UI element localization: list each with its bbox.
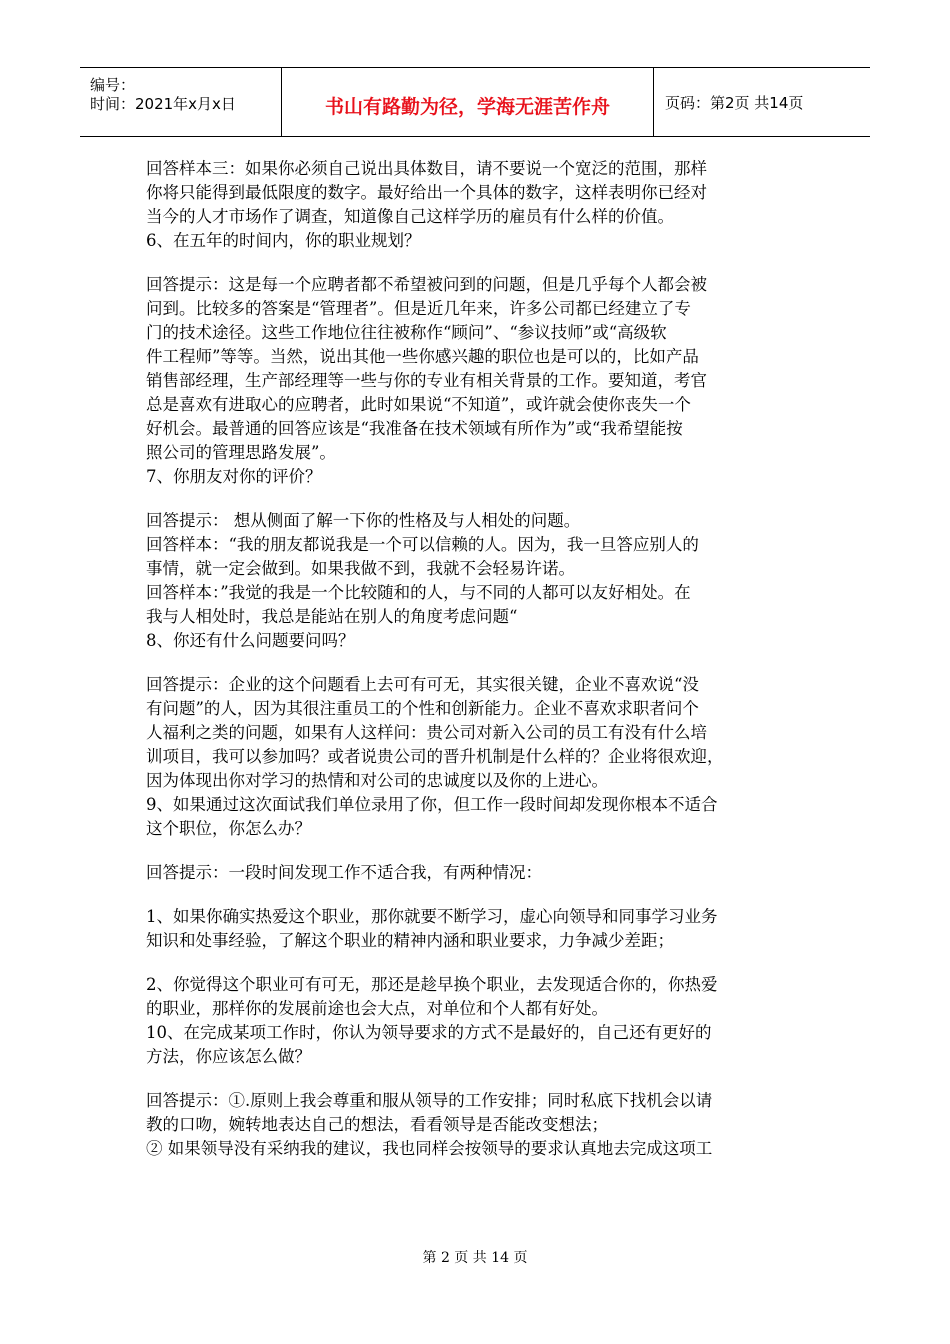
text-line: 回答提示： 想从侧面了解一下你的性格及与人相处的问题。 xyxy=(146,511,581,530)
text-line: 的职业，那样你的发展前途也会大点，对单位和个人都有好处。 xyxy=(146,999,608,1018)
text-line: 教的口吻，婉转地表达自己的想法，看看领导是否能改变想法； xyxy=(146,1115,608,1134)
header-meta-cell xyxy=(80,68,282,136)
header-page-info: 页码：第2页 共14页 xyxy=(665,93,804,112)
text-line: 销售部经理，生产部经理等一些与你的专业有相关背景的工作。要知道，考官 xyxy=(146,371,707,390)
text-line: ② 如果领导没有采纳我的建议，我也同样会按领导的要求认真地去完成这项工 xyxy=(146,1139,713,1158)
page-header xyxy=(80,67,870,137)
text-line: 2、你觉得这个职业可有可无，那还是趁早换个职业，去发现适合你的，你热爱 xyxy=(146,975,718,994)
text-line: 照公司的管理思路发展”。 xyxy=(146,443,336,462)
paragraph-gap xyxy=(146,253,806,273)
text-line: 门的技术途径。这些工作地位往往被称作“顾问”、“参议技师”或“高级软 xyxy=(146,323,667,342)
text-line: 有问题”的人，因为其很注重员工的个性和创新能力。企业不喜欢求职者问个 xyxy=(146,699,699,718)
text-line: 10、在完成某项工作时，你认为领导要求的方式不是最好的，自己还有更好的 xyxy=(146,1023,712,1042)
document-time-label: 时间：2021年x月x日 xyxy=(90,95,236,113)
text-line: 知识和处事经验，了解这个职业的精神内涵和职业要求，力争减少差距； xyxy=(146,931,674,950)
text-line: 1、如果你确实热爱这个职业，那你就要不断学习，虚心向领导和同事学习业务 xyxy=(146,907,718,926)
text-line: 事情，就一定会做到。如果我做不到，我就不会轻易许诺。 xyxy=(146,559,575,578)
text-line: 总是喜欢有进取心的应聘者，此时如果说“不知道”，或许就会使你丧失一个 xyxy=(146,395,691,414)
text-line: 回答提示：一段时间发现工作不适合我，有两种情况： xyxy=(146,863,542,882)
document-body xyxy=(146,157,806,1161)
text-line: 回答样本三：如果你必须自己说出具体数目，请不要说一个宽泛的范围，那样 xyxy=(146,159,707,178)
text-line: 9、如果通过这次面试我们单位录用了你，但工作一段时间却发现你根本不适合 xyxy=(146,795,718,814)
page-footer: 第 2 页 共 14 页 xyxy=(422,1250,528,1266)
text-line: 因为体现出你对学习的热情和对公司的忠诚度以及你的上进心。 xyxy=(146,771,608,790)
text-line: 你将只能得到最低限度的数字。最好给出一个具体的数字，这样表明你已经对 xyxy=(146,183,707,202)
paragraph-gap xyxy=(146,841,806,861)
paragraph-gap xyxy=(146,953,806,973)
text-line: 好机会。最普通的回答应该是“我准备在技术领域有所作为”或“我希望能按 xyxy=(146,419,683,438)
text-line: 训项目，我可以参加吗？或者说贵公司的晋升机制是什么样的？企业将很欢迎， xyxy=(146,747,724,766)
text-line: 我与人相处时，我总是能站在别人的角度考虑问题“ xyxy=(146,607,518,626)
text-line: 这个职位，你怎么办？ xyxy=(146,819,311,838)
paragraph-gap xyxy=(146,653,806,673)
text-line: 当今的人才市场作了调查，知道像自己这样学历的雇员有什么样的价值。 xyxy=(146,207,674,226)
text-line: 件工程师”等等。当然，说出其他一些你感兴趣的职位也是可以的，比如产品 xyxy=(146,347,699,366)
text-line: 7、你朋友对你的评价？ xyxy=(146,467,322,486)
text-line: 方法，你应该怎么做？ xyxy=(146,1047,311,1066)
text-line: 人福利之类的问题，如果有人这样问：贵公司对新入公司的员工有没有什么培 xyxy=(146,723,707,742)
paragraph-gap xyxy=(146,489,806,509)
text-line: 回答样本：”我觉的我是一个比较随和的人，与不同的人都可以友好相处。在 xyxy=(146,583,691,602)
text-line: 回答样本：“我的朋友都说我是一个可以信赖的人。因为，我一旦答应别人的 xyxy=(146,535,699,554)
text-line: 回答提示：①.原则上我会尊重和服从领导的工作安排；同时私底下找机会以请 xyxy=(146,1091,713,1110)
paragraph-gap xyxy=(146,1069,806,1089)
text-line: 6、在五年的时间内，你的职业规划？ xyxy=(146,231,421,250)
text-line: 8、你还有什么问题要问吗？ xyxy=(146,631,355,650)
text-line: 回答提示：这是每一个应聘者都不希望被问到的问题，但是几乎每个人都会被 xyxy=(146,275,707,294)
paragraph-gap xyxy=(146,885,806,905)
text-line: 问到。比较多的答案是“管理者”。但是近几年来，许多公司都已经建立了专 xyxy=(146,299,691,318)
header-motto: 书山有路勤为径，学海无涯苦作舟 xyxy=(324,95,610,118)
document-number-label: 编号： xyxy=(90,76,136,94)
text-line: 回答提示：企业的这个问题看上去可有可无，其实很关键，企业不喜欢说“没 xyxy=(146,675,699,694)
header-motto-cell xyxy=(282,68,654,136)
